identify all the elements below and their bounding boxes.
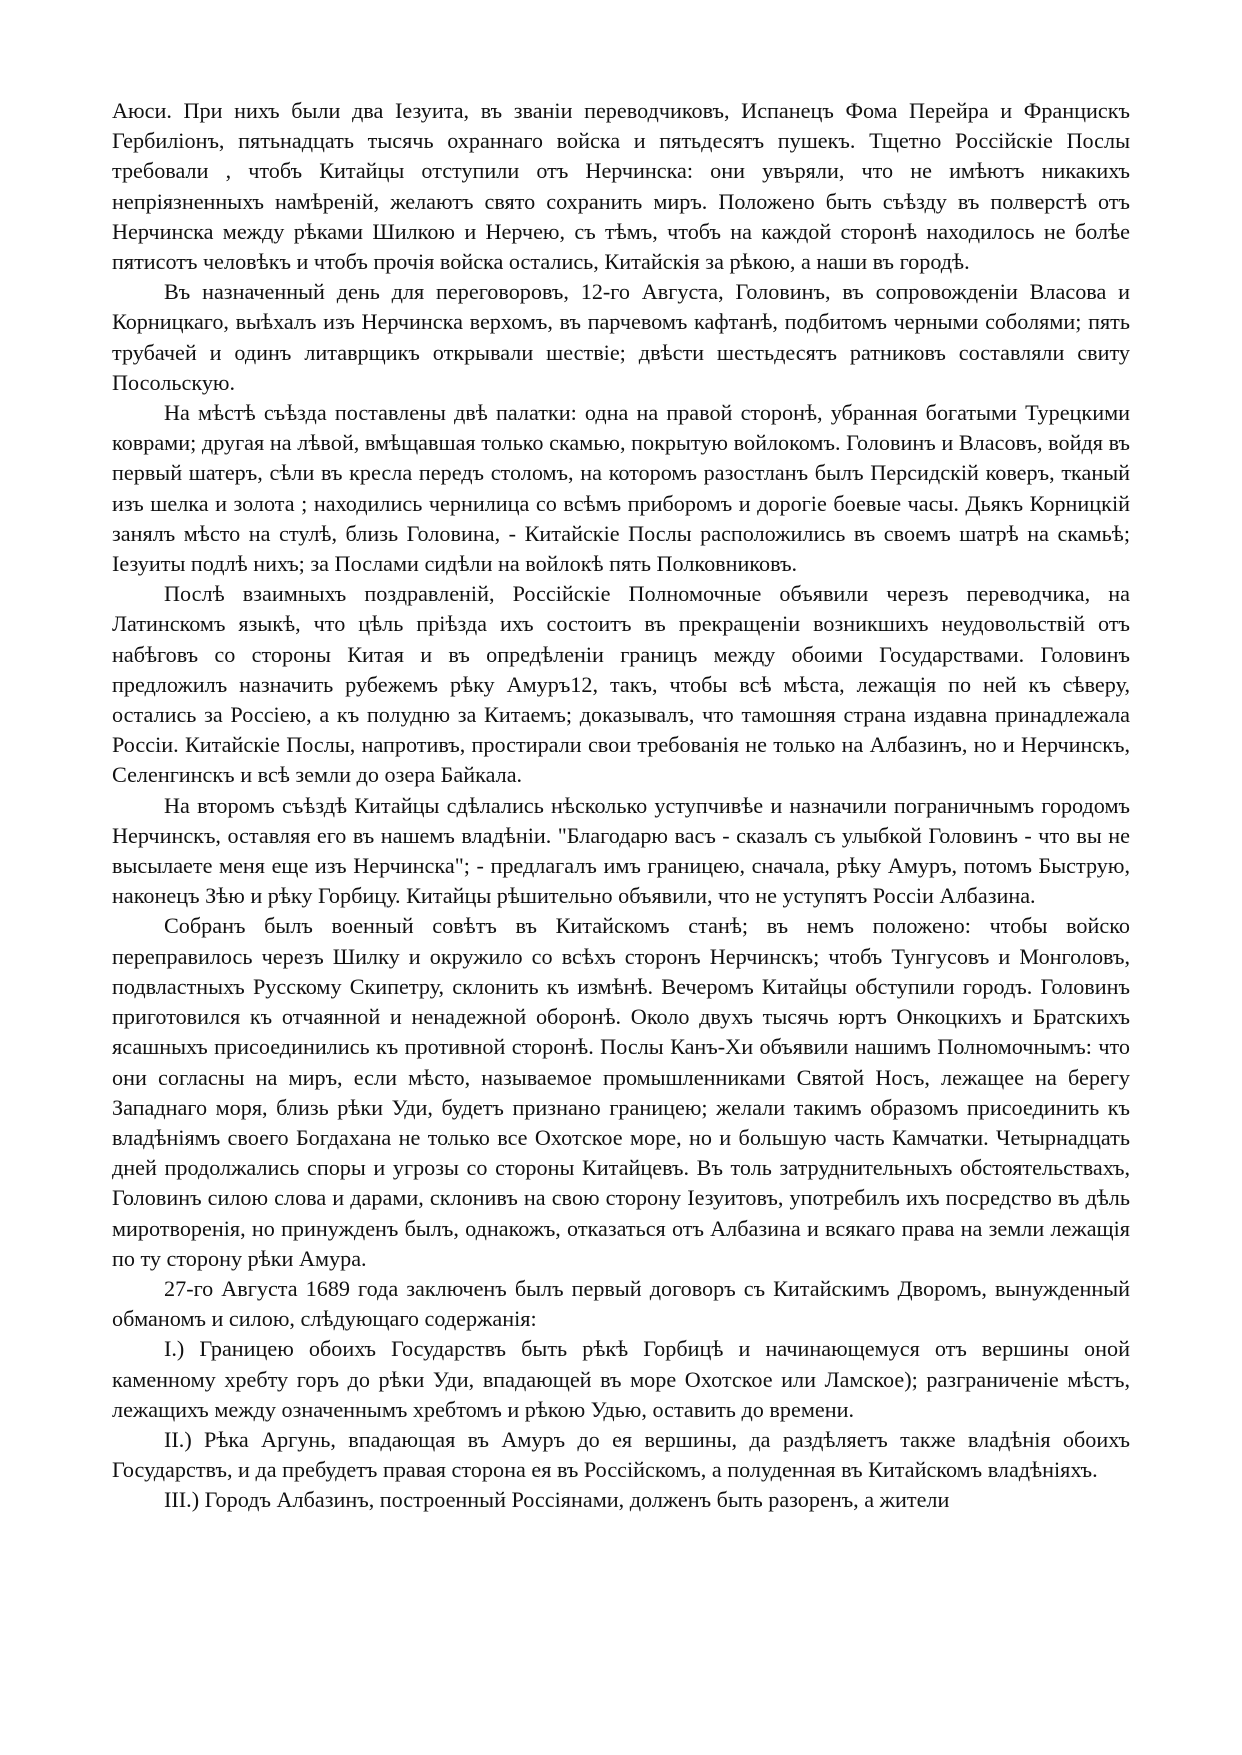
paragraph-2: Въ назначенный день для переговоровъ, 12-го Августа, Головинъ, въ сопровожденiи Власова и Корницкаго, выѣхалъ изъ Нерчинска верхомъ, въ парчевомъ кафтанѣ, подбитомъ черными соболями; пять трубачей и одинъ литаврщикъ открывали шествiе; двѣсти шестьдесятъ ратниковъ составляли свиту Посольскую. xyxy=(112,279,1130,395)
paragraph-5: На второмъ съѣздѣ Китайцы сдѣлались нѣсколько уступчивѣе и назначили пограничнымъ городомъ Нерчинскъ, оставляя его въ нашемъ владѣнiи. "Благодарю васъ - сказалъ съ улыбкой Головинъ - что вы не высылаете меня еще изъ Нерчинска"; - предлагалъ имъ границею, сначала, рѣку Амуръ, потомъ Быструю, наконецъ Зѣю и рѣку Горбицу. Китайцы рѣшительно объявили, что не уступятъ Россiи Албазина. xyxy=(112,792,1130,909)
paragraph-6: Собранъ былъ военный совѣтъ въ Китайскомъ станѣ; въ немъ положено: чтобы войско переправилось черезъ Шилку и окружило со всѣхъ сторонъ Нерчинскъ; чтобъ Тунгусовъ и Монголовъ, подвластныхъ Русскому Скипетру, склонить къ измѣнѣ. Вечеромъ Китайцы обступили городъ. Головинъ приготовился къ отчаянной и ненадежной оборонѣ. Около двухъ тысячь юртъ Онкоцкихъ и Братскихъ ясашныхъ присоединились къ противной сторонѣ. Послы Канъ-Хи объявили нашимъ Полномочнымъ: что они согласны на миръ, если мѣсто, называемое промышленниками Святой Носъ, лежащее на берегу Западнаго моря, близь рѣки Уди, будетъ признано границею; желали такимъ образомъ присоединить къ владѣнiямъ своего Богдахана не только все Охотское море, но и большую часть Камчатки. Четырнадцать дней продолжались споры и угрозы со стороны Китайцевъ. Въ толь затруднительныхъ обстоятельствахъ, Головинъ силою слова и дарами, склонивъ на свою сторону Iезуитовъ, употребилъ ихъ посредство въ дѣль миротворенiя, но принужденъ былъ, однакожъ, отказаться отъ Албазина и всякаго права на земли лежащiя по ту сторону рѣки Амура. xyxy=(112,913,1130,1271)
paragraph-3: На мѣстѣ съѣзда поставлены двѣ палатки: одна на правой сторонѣ, убранная богатыми Турецкими коврами; другая на лѣвой, вмѣщавшая только скамью, покрытую войлокомъ. Головинъ и Власовъ, войдя въ первый шатеръ, сѣли въ кресла передъ столомъ, на которомъ разостланъ былъ Персидскiй коверъ, тканый изъ шелка и золота ; находились чернилица со всѣмъ приборомъ и дорогiе боевые часы. Дьякъ Корницкiй занялъ мѣсто на стулѣ, близь Головина, - Китайскiе Послы расположились въ своемъ шатрѣ на скамьѣ; Iезуиты подлѣ нихъ; за Послами сидѣли на войлокѣ пять Полковниковъ. xyxy=(112,400,1130,577)
paragraph-1: Аюси. При нихъ были два Iезуита, въ званiи переводчиковъ, Испанецъ Фома Перейра и Францискъ Гербилiонъ, пятьнадцать тысячь охраннаго войска и пятьдесятъ пушекъ. Тщетно Россiйскiе Послы требовали , чтобъ Китайцы отступили отъ Нерчинска: они увъряли, что не имѣютъ никакихъ непрiязненныхъ намѣренiй, желаютъ свято сохранить миръ. Положено быть съѣзду въ полверстѣ отъ Нерчинска между рѣками Шилкою и Нерчею, съ тѣмъ, чтобъ на каждой сторонѣ находилось не болѣе пятисотъ человѣкъ и чтобъ прочiя войска остались, Китайскiя за рѣкою, а наши въ городѣ. xyxy=(112,98,1130,275)
treaty-article-3: III.) Городъ Албазинъ, построенный Россiянами, долженъ быть разоренъ, а жители xyxy=(164,1487,950,1513)
paragraph-4: Послѣ взаимныхъ поздравленiй, Россiйскiе Полномочные объявили черезъ переводчика, на Латинскомъ языкѣ, что цѣль прiѣзда ихъ состоитъ въ прекращенiи возникшихъ неудовольствiй отъ набѣговъ со стороны Китая и въ опредѣленiи границъ между обоими Государствами. Головинъ предложилъ назначить рубежемъ рѣку Амуръ12, такъ, чтобы всѣ мѣста, лежащiя по ней къ сѣверу, остались за Россiею, а къ полудню за Китаемъ; доказывалъ, что тамошняя страна издавна принадлежала Россiи. Китайскiе Послы, напротивъ, простирали свои требованiя не только на Албазинъ, но и Нерчинскъ, Селенгинскъ и всѣ земли до озера Байкала. xyxy=(112,581,1130,788)
document-page xyxy=(112,96,1130,1516)
treaty-article-1: I.) Границею обоихъ Государствъ быть рѣкѣ Горбицѣ и начинающемуся отъ вершины оной каменному хребту горъ до рѣки Уди, впадающей въ море Охотское или Ламское); разграниченiе мѣстъ, лежащихъ между означеннымъ хребтомъ и рѣкою Удью, оставить до времени. xyxy=(112,1336,1130,1422)
treaty-article-2: II.) Рѣка Аргунь, впадающая въ Амуръ до ея вершины, да раздѣляетъ также владѣнiя обоихъ Государствъ, и да пребудетъ правая сторона ея въ Россiйскомъ, а полуденная въ Китайскомъ владѣнiяхъ. xyxy=(112,1426,1130,1483)
paragraph-7: 27-го Августа 1689 года заключенъ былъ первый договоръ съ Китайскимъ Дворомъ, вынужденный обманомъ и силою, слѣдующаго содержанiя: xyxy=(112,1275,1130,1332)
